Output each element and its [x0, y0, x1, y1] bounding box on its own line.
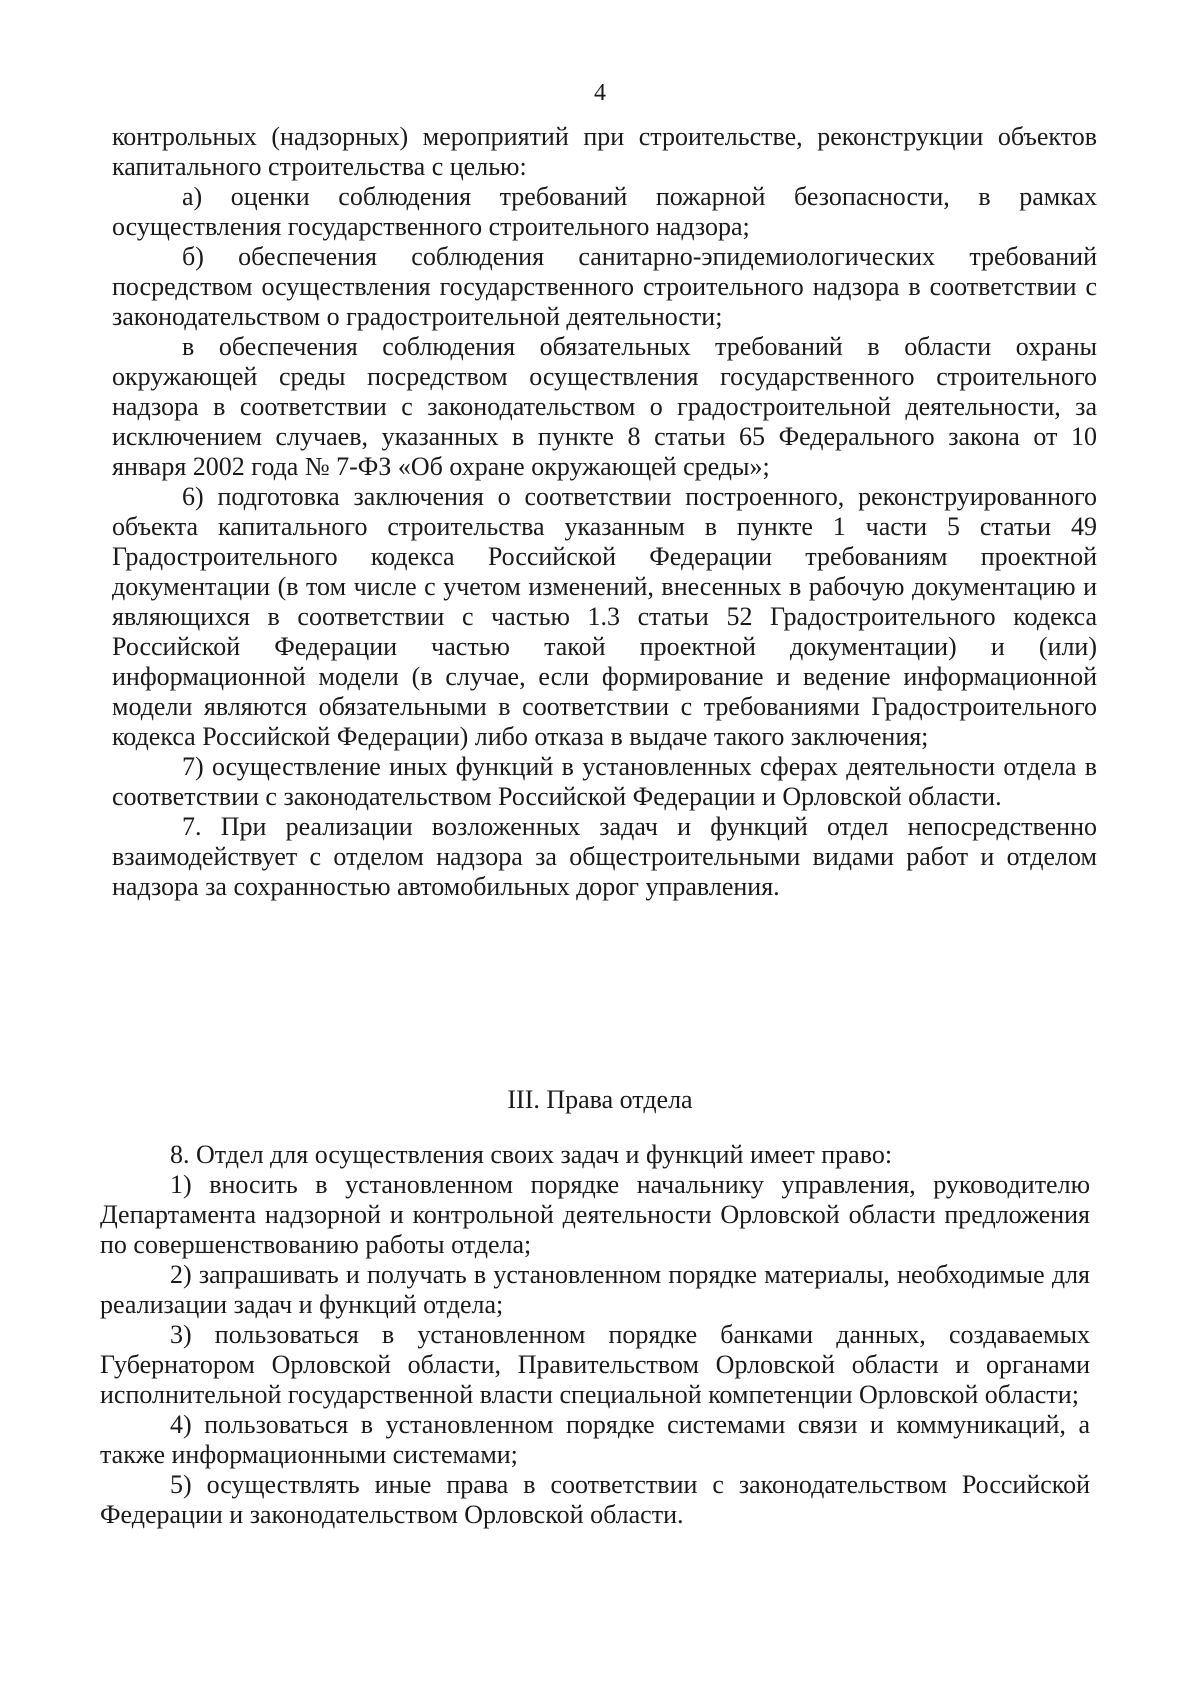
paragraph: а) оценки соблюдения требований пожарной безопасности, в рамках осуществления государственного строительного надзора; [112, 182, 1097, 241]
paragraph: 2) запрашивать и получать в установленном порядке материалы, необходимые для реализации задач и функций отдела; [100, 1260, 1090, 1319]
paragraph: б) обеспечения соблюдения санитарно-эпидемиологических требований посредством осуществления государственного строительного надзора в соответствии с законодательством о градостроительной деятельности; [112, 242, 1097, 331]
section-functions [112, 122, 1097, 902]
paragraph: 5) осуществлять иные права в соответствии с законодательством Российской Федерации и законодательством Орловской области. [100, 1470, 1090, 1529]
paragraph: 6) подготовка заключения о соответствии построенного, реконструированного объекта капитального строительства указанным в пункте 1 части 5 статьи 49 Градостроительного кодекса Российской Федерации требованиям проектной документации (в том числе с учетом изменений, внесенных в рабочую документацию и являющихся в соответствии с частью 1.3 статьи 52 Градостроительного кодекса Российской Федерации частью такой проектной документации) и (или) информационной модели (в случае, если формирование и ведение информационной модели являются обязательными в соответствии с требованиями Градостроительного кодекса Российской Федерации) либо отказа в выдаче такого заключения; [112, 482, 1097, 751]
paragraph: 7. При реализации возложенных задач и функций отдел непосредственно взаимодействует с отделом надзора за общестроительными видами работ и отделом надзора за сохранностью автомобильных дорог управления. [112, 812, 1097, 901]
paragraph: 7) осуществление иных функций в установленных сферах деятельности отдела в соответствии с законодательством Российской Федерации и Орловской области. [112, 752, 1097, 811]
paragraph: 1) вносить в установленном порядке начальнику управления, руководителю Департамента надзорной и контрольной деятельности Орловской области предложения по совершенствованию работы отдела; [100, 1170, 1090, 1259]
paragraph: в обеспечения соблюдения обязательных требований в области охраны окружающей среды посредством осуществления государственного строительного надзора в соответствии с законодательством о градостроительной деятельности, за исключением случаев, указанных в пункте 8 статьи 65 Федерального закона от 10 января 2002 года № 7-ФЗ «Об охране окружающей среды»; [112, 332, 1097, 481]
paragraph: 3) пользоваться в установленном порядке банками данных, создаваемых Губернатором Орловской области, Правительством Орловской области и органами исполнительной государственной власти специальной компетенции Орловской области; [100, 1320, 1090, 1409]
paragraph: 8. Отдел для осуществления своих задач и функций имеет право: [170, 1140, 893, 1169]
section-heading: III. Права отдела [507, 1085, 693, 1114]
page-number: 4 [594, 80, 606, 106]
paragraph: контрольных (надзорных) мероприятий при строительстве, реконструкции объектов капитального строительства с целью: [112, 122, 1097, 181]
section-rights [100, 1140, 1090, 1530]
paragraph: 4) пользоваться в установленном порядке системами связи и коммуникаций, а также информационными системами; [100, 1410, 1090, 1469]
